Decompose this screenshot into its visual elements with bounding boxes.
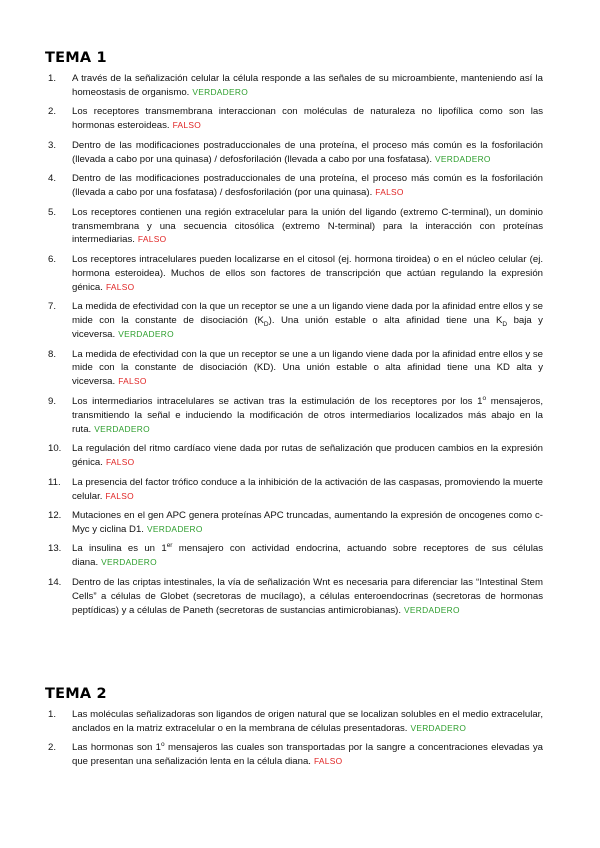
verdict-label: VERDADERO (94, 423, 150, 434)
statement-text: Las moléculas señalizadoras son ligandos de origen natural que se localizan solubles en el medio extracelular, anclados en la matriz extracelular o en la membrana de células presentadoras. (72, 709, 543, 734)
item-number: 3. (48, 139, 57, 151)
item-number: 1. (48, 709, 57, 720)
item-number: 8. (48, 348, 57, 360)
list-item (0, 509, 600, 537)
statement-text: La regulación del ritmo cardíaco viene dada por rutas de señalización que producen cambios en la expresión génica. (72, 443, 543, 469)
statement-text-middle: ). Una unión estable o alta afinidad tiene una K (268, 315, 503, 327)
question-list-tema-1 (0, 72, 600, 623)
superscript: er (166, 542, 173, 550)
verdict-label: VERDADERO (146, 523, 203, 534)
statement-text: A través de la señalización celular la célula responde a las señales de su microambiente, manteniendo así la homeostasis de organismo. (72, 73, 543, 98)
list-item (0, 105, 600, 133)
list-item (0, 253, 600, 295)
item-number: 1. (48, 73, 57, 84)
list-item (0, 72, 600, 100)
verdict-label: FALSO (105, 281, 135, 292)
section-title-tema-2: TEMA 2 (45, 686, 107, 702)
list-item (0, 542, 600, 570)
item-number: 14. (48, 576, 62, 588)
item-number: 4. (48, 173, 57, 185)
item-number: 10. (48, 443, 62, 455)
subscript: D (502, 321, 508, 329)
item-number: 2. (48, 106, 57, 118)
statement-text: Mutaciones en el gen APC genera proteínas APC truncadas, aumentando la expresión de oncogenes como c-Myc y ciclina D1. (72, 510, 543, 535)
section-title-tema-1: TEMA 1 (45, 50, 107, 66)
statement-text: Dentro de las criptas intestinales, la vía de señalización Wnt es necesaria para diferenciar las “Intestinal Stem Cells” a células de Globet (secretoras de mucílago), a células enteroendocrinas (secretoras de hormonas peptídicas) y a células de Paneth (secretoras de sustancias antimicrobianas). (72, 576, 543, 616)
item-number: 11. (48, 476, 61, 488)
item-number: 6. (48, 253, 57, 265)
verdict-label: VERDADERO (435, 153, 491, 164)
verdict-label: FALSO (313, 756, 343, 767)
verdict-label: FALSO (172, 120, 202, 131)
item-number: 7. (48, 301, 57, 313)
statement-text-end: baja y viceversa. (72, 315, 543, 341)
list-item (0, 708, 600, 736)
list-item (0, 139, 600, 167)
list-item (0, 741, 600, 769)
verdict-label: FALSO (118, 376, 147, 387)
statement-text-end: mensajero con actividad endocrina, actuando sobre receptores de sus células diana. (72, 543, 543, 569)
superscript: o (482, 394, 487, 402)
statement-text-start: Las hormonas son 1 (72, 742, 161, 754)
superscript: o (161, 741, 165, 749)
verdict-label: VERDADERO (410, 722, 467, 733)
statement-text: Dentro de las modificaciones postraduccionales de una proteína, el proceso más común es la fosforilación (llevada a cabo por una quinasa) / defosforilación (llevada a cabo por una fosfatasa). (72, 139, 543, 165)
list-item (0, 576, 600, 618)
list-item (0, 206, 600, 248)
verdict-label: VERDADERO (404, 604, 460, 615)
question-list-tema-2 (0, 708, 600, 775)
list-item (0, 348, 600, 390)
statement-text-end: mensajeros las cuales son transportadas por la sangre a concentraciones elevadas ya que presentan una señalización lenta en la célula diana. (72, 742, 543, 768)
item-number: 2. (48, 742, 57, 754)
verdict-label: FALSO (105, 457, 135, 468)
statement-text: La presencia del factor trófico conduce a la inhibición de la activación de las caspasas, promoviendo la muerte celular. (72, 476, 543, 502)
verdict-label: FALSO (137, 234, 167, 245)
verdict-label: VERDADERO (118, 329, 174, 340)
statement-text-start: La medida de efectividad con la que un receptor se une a un ligando viene dada por la afinidad entre ellos y se mide con la constante de disociación (K (72, 301, 543, 327)
verdict-label: VERDADERO (101, 557, 157, 568)
subscript: D (263, 321, 269, 329)
statement-text: Los receptores transmembrana interaccionan con moléculas de naturaleza no lipofílica como son las hormonas esteroideas. (72, 106, 543, 132)
statement-text: Los receptores intracelulares pueden localizarse en el citosol (ej. hormona tiroidea) o en el núcleo celular (ej. hormona esteroidea). Muchos de ellos son factores de transcripción que actúan regulando la expresión génica. (72, 253, 543, 293)
item-number: 5. (48, 206, 57, 218)
item-number: 13. (48, 543, 62, 555)
item-number: 12. (48, 510, 62, 521)
statement-text-start: Los intermediarios intracelulares se activan tras la estimulación de los receptores por los 1 (72, 395, 483, 407)
list-item (0, 476, 600, 504)
statement-text-start: La insulina es un 1 (72, 543, 167, 555)
list-item (0, 172, 600, 200)
list-item (0, 395, 600, 437)
verdict-label: VERDADERO (192, 86, 249, 97)
verdict-label: FALSO (105, 490, 134, 501)
list-item (0, 442, 600, 470)
verdict-label: FALSO (375, 187, 404, 198)
list-item (0, 300, 600, 342)
statement-text: La medida de efectividad con la que un receptor se une a un ligando viene dada por la afinidad entre ellos y se mide con la constante de disociación (KD). Una unión estable o alta afinidad tiene una KD alta y viceversa. (72, 348, 543, 388)
item-number: 9. (48, 395, 57, 407)
statement-text-end: mensajeros, transmitiendo la señal e induciendo la modificación de otros intermediarios localizados más abajo en la ruta. (72, 395, 543, 435)
statement-text: Dentro de las modificaciones postraduccionales de una proteína, el proceso más común es la fosforilación (llevada a cabo por una fosfatasa) / desfosforilación (por una quinasa). (72, 173, 543, 199)
statement-text: Los receptores contienen una región extracelular para la unión del ligando (extremo C-terminal), un dominio transmembrana y una secuencia citosólica (extremo N-terminal) para la interacción con proteínas intermediarias. (72, 206, 543, 246)
